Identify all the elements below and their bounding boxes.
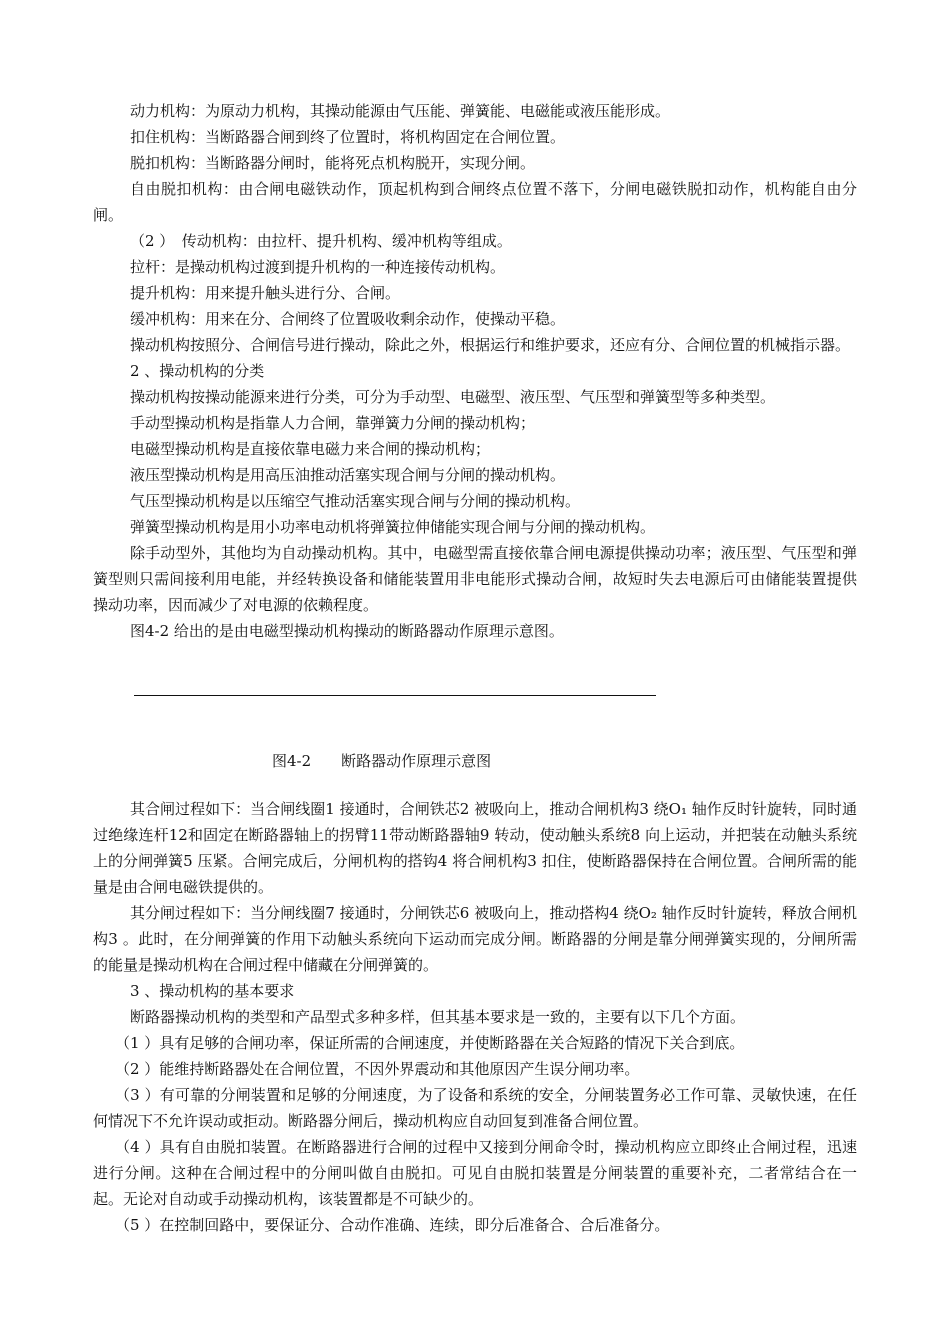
top-text-block [93,98,857,644]
list-item: （3 ）有可靠的分闸装置和足够的分闸速度，为了设备和系统的安全，分闸装置务必工作可靠、灵敏快速，在任何情况下不允许误动或拒动。断路器分闸后，操动机构应自动回复到准备合闸位置。 [93,1086,857,1130]
paragraph: 其分闸过程如下：当分闸线圈7 接通时，分闸铁芯6 被吸向上，推动搭构4 绕O₂ 轴作反时针旋转，释放合闸机构3 。此时，在分闸弹簧的作用下动触头系统向下运动而完成分闸。断路器的分闸是靠分闸弹簧实现的，分闸所需的能量是操动机构在合闸过程中储藏在分闸弹簧的。 [93,904,857,974]
paragraph: 弹簧型操动机构是用小功率电动机将弹簧拉伸储能实现合闸与分闸的操动机构。 [130,518,656,536]
paragraph: 脱扣机构：当断路器分闸时，能将死点机构脱开，实现分闸。 [130,154,536,172]
paragraph: 自由脱扣机构：由合闸电磁铁动作，顶起机构到合闸终点位置不落下，分闸电磁铁脱扣动作，机构能自由分闸。 [93,180,857,224]
paragraph: 图4-2 给出的是由电磁型操动机构操动的断路器动作原理示意图。 [130,622,564,640]
paragraph: 气压型操动机构是以压缩空气推动活塞实现合闸与分闸的操动机构。 [130,492,581,510]
paragraph: 扣住机构：当断路器合闸到终了位置时，将机构固定在合闸位置。 [130,128,566,146]
paragraph: 动力机构：为原动力机构，其操动能源由气压能、弹簧能、电磁能或液压能形成。 [130,102,671,120]
paragraph: 缓冲机构：用来在分、合闸终了位置吸收剩余动作，使操动平稳。 [130,310,566,328]
list-item: （4 ）具有自由脱扣装置。在断路器进行合闸的过程中又接到分闸命令时，操动机构应立即终止合闸过程，迅速进行分闸。这种在合闸过程中的分闸叫做自由脱扣。可见自由脱扣装置是分闸装置的重要补充，二者常结合在一起。无论对自动或手动操动机构，该装置都是不可缺少的。 [93,1138,857,1208]
paragraph: 操动机构按操动能源来进行分类，可分为手动型、电磁型、液压型、气压型和弹簧型等多种类型。 [130,388,776,406]
paragraph: 其合闸过程如下：当合闸线圈1 接通时，合闸铁芯2 被吸向上，推动合闸机构3 绕O₁ 轴作反时针旋转，同时通过绝缘连杆12和固定在断路器轴上的拐臂11带动断路器轴9 转动，使动触头系统8 向上运动，并把装在动触头系统上的分闸弹簧5 压紧。合闸完成后，分闸机构的搭钩4 将合闸机构3 扣住，使断路器保持在合闸位置。合闸所需的能量是由合闸电磁铁提供的。 [93,800,857,896]
section-heading: 2 、操动机构的分类 [130,362,265,380]
paragraph: 电磁型操动机构是直接依靠电磁力来合闸的操动机构； [130,440,491,458]
figure-divider-line [134,695,656,696]
paragraph: 断路器操动机构的类型和产品型式多种多样，但其基本要求是一致的，主要有以下几个方面。 [130,1008,746,1026]
paragraph: 液压型操动机构是用高压油推动活塞实现合闸与分闸的操动机构。 [130,466,566,484]
paragraph: （2 ） 传动机构：由拉杆、提升机构、缓冲机构等组成。 [130,232,512,250]
list-item: （1 ）具有足够的合闸功率，保证所需的合闸速度，并使断路器在关合短路的情况下关合到底。 [115,1034,745,1052]
bottom-text-block [93,796,857,1238]
list-item: （2 ）能维持断路器处在合闸位置，不因外界震动和其他原因产生误分闸功率。 [115,1060,640,1078]
section-heading: 3 、操动机构的基本要求 [130,982,295,1000]
paragraph: 手动型操动机构是指靠人力合闸，靠弹簧力分闸的操动机构； [130,414,536,432]
list-item: （5 ）在控制回路中，要保证分、合动作准确、连续，即分后准备合、合后准备分。 [115,1216,670,1234]
paragraph: 除手动型外，其他均为自动操动机构。其中，电磁型需直接依靠合闸电源提供操动功率；液压型、气压型和弹簧型则只需间接利用电能，并经转换设备和储能装置用非电能形式操动合闸，故短时失去电源后可由储能装置提供操动功率，因而减少了对电源的依赖程度。 [93,544,857,614]
figure-caption: 图4-2 断路器动作原理示意图 [272,752,492,770]
paragraph: 提升机构：用来提升触头进行分、合闸。 [130,284,401,302]
paragraph: 操动机构按照分、合闸信号进行操动，除此之外，根据运行和维护要求，还应有分、合闸位置的机械指示器。 [130,336,851,354]
paragraph: 拉杆：是操动机构过渡到提升机构的一种连接传动机构。 [130,258,506,276]
